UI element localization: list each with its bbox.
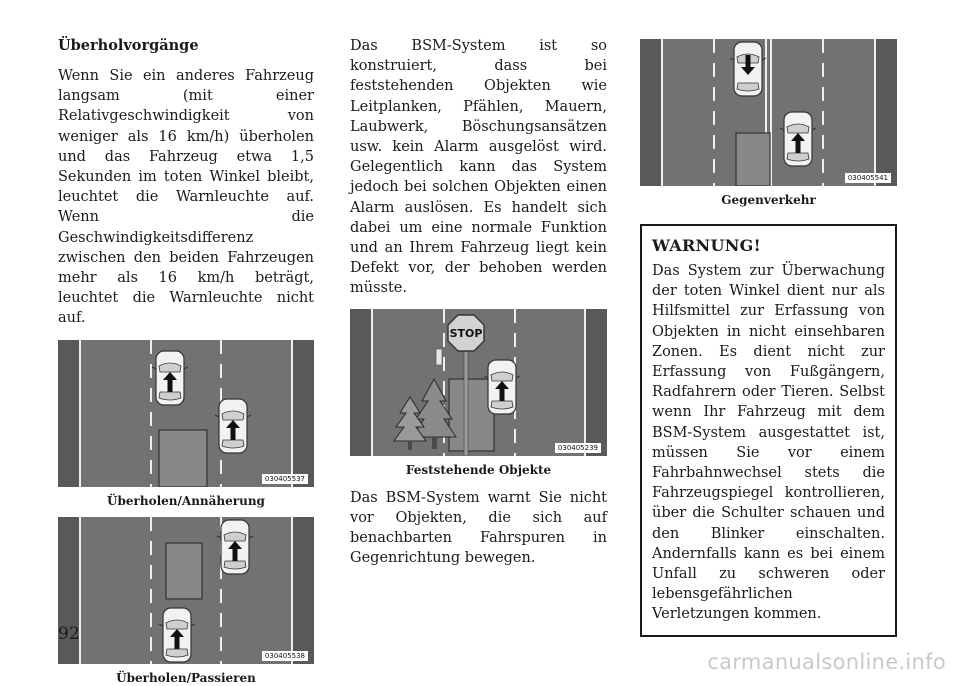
figure-code: 030405537 <box>262 474 308 484</box>
column-right <box>640 36 897 637</box>
warning-text: Das System zur Überwachung der toten Winkel dient nur als Hilfsmittel zur Erfassung von Objekten in nicht einsehbaren Zonen. Es dient nicht zur Erfassung von Fußgängern, Radfahrern oder Tieren. Selbst wenn Ihr Fahrzeug mit dem BSM-System ausgestattet ist, müssen Sie vor einem Fahrbahnwechsel stets die Fahrzeugspiegel kontrollieren, über die Schulter schauen und den Blinker einschalten. Andernfalls kann es bei einem Unfall zu schweren oder lebensgefährlichen Verletzungen kommen. <box>652 263 885 623</box>
watermark: carmanualsonline.info <box>707 650 946 674</box>
oncoming-traffic-paragraph: Das BSM-System warnt Sie nicht vor Objekten, die sich auf benachbarten Fahrspuren in Gegenrichtung bewegen. <box>350 489 607 567</box>
blind-spot-zone <box>159 430 207 487</box>
figure-code: 030405239 <box>555 443 601 453</box>
warning-title: WARNUNG! <box>652 236 761 255</box>
figure-oncoming-traffic <box>640 39 897 186</box>
page-number: 92 <box>58 624 80 644</box>
blind-spot-zone <box>449 379 494 451</box>
overtaking-approach-illustration <box>58 340 314 487</box>
stationary-objects-illustration <box>350 309 607 456</box>
stationary-objects-paragraph: Das BSM-System ist so konstruiert, dass bei feststehenden Objekten wie Leitplanken, Pfählen, Mauern, Laubwerk, Böschungsansätzen usw. kein Alarm ausgelöst wird. Gelegentlich kann das System jedoch bei solchen Objekten einen Alarm auslösen. Es handelt sich dabei um eine normale Funktion und an Ihrem Fahrzeug liegt kein Defekt vor, der behoben werden müsste. <box>350 38 607 297</box>
overtaking-paragraph: Wenn Sie ein anderes Fahrzeug langsam (mit einer Relativgeschwindigkeit von weniger als 16 km/h) überholen und das Fahrzeug etwa 1,5 Sekunden im toten Winkel bleibt, leuchtet die Warnleuchte auf. Wenn die Geschwindigkeitsdifferenz zwischen den beiden Fahrzeugen mehr als 16 km/h beträgt, leuchtet die Warnleuchte nicht auf. <box>58 68 314 327</box>
oncoming-traffic-illustration <box>640 39 897 186</box>
figure-overtaking-passing <box>58 517 314 664</box>
figure-caption: Feststehende Objekte <box>405 462 552 477</box>
figure-stationary-objects <box>350 309 607 456</box>
figure-overtaking-approach <box>58 340 314 487</box>
figure-caption: Gegenverkehr <box>721 193 816 207</box>
column-middle <box>350 36 607 568</box>
column-left <box>58 36 314 686</box>
blind-spot-zone <box>736 133 770 186</box>
figure-caption: Überholen/Annäherung <box>107 493 265 508</box>
overtaking-passing-illustration <box>58 517 314 664</box>
post-icon <box>436 349 442 365</box>
figure-caption: Überholen/Passieren <box>116 670 256 685</box>
figure-code: 030405538 <box>262 651 308 661</box>
warning-box <box>640 224 897 637</box>
figure-code: 030405541 <box>845 173 891 183</box>
stop-sign-text: STOP <box>449 326 483 340</box>
section-heading: Überholvorgänge <box>58 37 199 54</box>
blind-spot-zone <box>166 543 202 599</box>
